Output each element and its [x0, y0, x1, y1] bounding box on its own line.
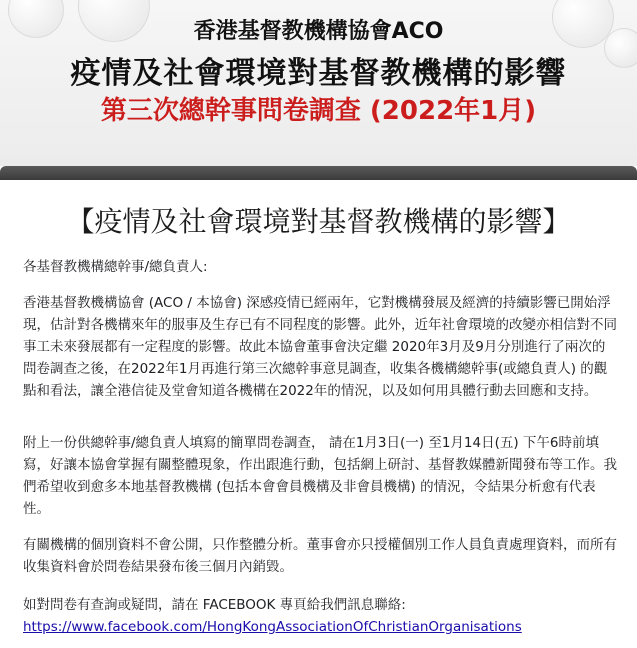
- salutation: 各基督教機構總幹事/總負責人:: [23, 259, 208, 275]
- instructions-paragraph: 附上一份供總幹事/總負責人填寫的簡單問卷調查， 請在1月3日(一) 至1月14日(五) 下午6時前填寫，好讓本協會掌握有關整體現象，作出跟進行動，包括網上研討、基督教媒體新聞發布等工作。我們希望收到愈多本地基督教機構 (包括本會會員機構及非會員機構) 的情況，令結果分析愈有代表性。: [23, 435, 617, 517]
- contact-section: [23, 594, 618, 638]
- form-description-card: [0, 180, 637, 648]
- contact-text: 如對問卷有查詢或疑問，請在 FACEBOOK 專頁給我們訊息聯絡:: [23, 597, 406, 613]
- facebook-link[interactable]: https://www.facebook.com/HongKongAssociationOfChristianOrganisations: [23, 619, 522, 635]
- privacy-paragraph: 有關機構的個別資料不會公開，只作整體分析。董事會亦只授權個別工作人員負責處理資料，而所有收集資料會於問卷結果發布後三個月內銷毀。: [23, 537, 617, 575]
- form-header-bar: [0, 166, 637, 180]
- banner-title: 疫情及社會環境對基督教機構的影響: [70, 56, 567, 91]
- form-title: 【疫情及社會環境對基督教機構的影響】: [66, 205, 571, 238]
- banner-subtitle: 第三次總幹事問卷調查 (2022年1月): [100, 96, 537, 126]
- banner-org-name: 香港基督教機構協會ACO: [193, 19, 444, 44]
- intro-paragraph: 香港基督教機構協會 (ACO / 本協會) 深感疫情已經兩年，它對機構發展及經濟的持續影響已開始浮現，估計對各機構來年的服事及生存已有不同程度的影響。此外，近年社會環境的改變亦相信對不同事工未來發展都有一定程度的影響。故此本協會董事會決定繼 2020年3月及9月分別進行了兩次的問卷調查之後，在2022年1月再進行第三次總幹事意見調查，收集各機構總幹事(或總負責人) 的觀點和看法，讓全港信徒及堂會知道各機構在2022年的情況，以及如何用具體行動去回應和支持。: [23, 295, 617, 399]
- header-banner-image: [0, 0, 637, 166]
